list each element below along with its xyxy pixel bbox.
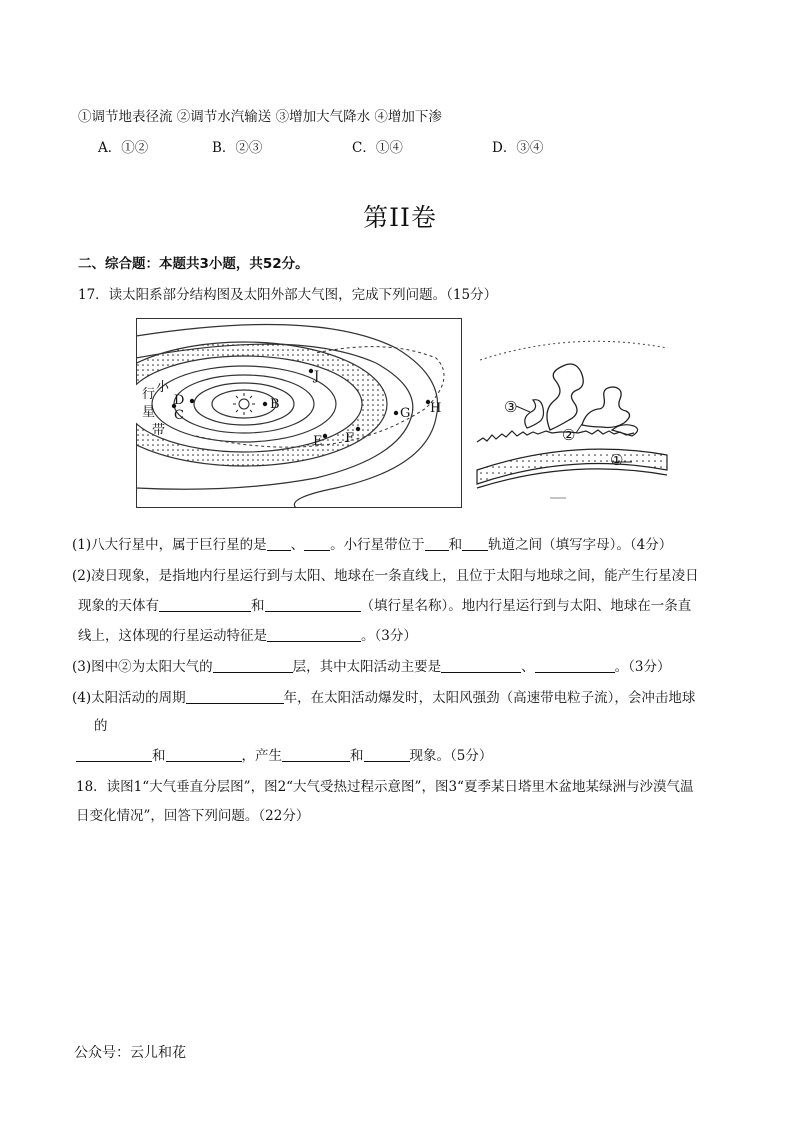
option-b: B．②③ bbox=[212, 140, 263, 156]
layer-label-3: ③ bbox=[504, 398, 518, 416]
option-d: D．③④ bbox=[492, 140, 544, 156]
layer-label-1: ① bbox=[610, 451, 624, 469]
belt-label-dai: 带 bbox=[152, 423, 166, 438]
q17-part2-line3: 线上，这体现的行星运动特征是 。（3分） bbox=[78, 628, 417, 644]
planet-label-d: D bbox=[174, 393, 185, 408]
answer-blank[interactable] bbox=[213, 658, 293, 673]
planet-label-h: H bbox=[430, 401, 442, 416]
answer-blank[interactable] bbox=[462, 536, 488, 551]
planet-label-c: C bbox=[174, 408, 184, 423]
footer-credit: 公众号：云儿和花 bbox=[74, 1045, 186, 1061]
answer-blank[interactable] bbox=[159, 597, 251, 612]
answer-blank[interactable] bbox=[425, 536, 449, 551]
intro-line: ①调节地表径流 ②调节水汽输送 ③增加大气降水 ④增加下渗 bbox=[78, 109, 442, 125]
option-c: C．①④ bbox=[352, 140, 403, 156]
answer-blank[interactable] bbox=[304, 536, 330, 551]
planet-label-e: E bbox=[313, 434, 323, 449]
section-title: 第II卷 bbox=[363, 203, 437, 232]
answer-blank[interactable] bbox=[267, 536, 291, 551]
solar-system-figure bbox=[136, 318, 462, 508]
q17-part2-line1: (2)凌日现象，是指地内行星运行到与太阳、地球在一条直线上，且位于太阳与地球之间，能产生行星凌日 bbox=[72, 568, 699, 584]
section-heading: 二、综合题：本题共3小题，共52分。 bbox=[78, 256, 309, 272]
q18-line1: 18．读图1“大气垂直分层图”，图2“大气受热过程示意图”，图3“夏季某日塔里木盆地某绿洲与沙漠气温 bbox=[76, 779, 694, 795]
answer-blank[interactable] bbox=[364, 747, 410, 762]
q17-part4-line1: (4)太阳活动的周期 年，在太阳活动爆发时，太阳风强劲（高速带电粒子流），会冲击地球 bbox=[72, 690, 696, 706]
q17-part4-line3: 和 ，产生 和 现象。（5分） bbox=[76, 746, 492, 766]
q17-part4-line2: 的 bbox=[94, 718, 108, 734]
layer-label-2: ② bbox=[562, 426, 576, 444]
q17-part3: (3)图中②为太阳大气的 层，其中太阳活动主要是 、 。（3分） bbox=[72, 659, 671, 675]
planet-label-f: F bbox=[345, 431, 355, 446]
answer-blank[interactable] bbox=[282, 747, 350, 762]
option-a: A．①② bbox=[98, 140, 149, 156]
planet-label-b: B bbox=[270, 397, 280, 412]
q17-part2-line2: 现象的天体有 和 （填行星名称）。地内行星运行到与太阳、地球在一条直 bbox=[78, 598, 692, 614]
answer-blank[interactable] bbox=[267, 627, 361, 642]
answer-blank[interactable] bbox=[265, 597, 361, 612]
solar-atmosphere-figure bbox=[472, 320, 672, 510]
planet-label-g: G bbox=[400, 406, 411, 421]
belt-label-xing2: 星 bbox=[142, 405, 156, 420]
q17-stem: 17．读太阳系部分结构图及太阳外部大气图，完成下列问题。（15分） bbox=[78, 287, 498, 303]
answer-blank[interactable] bbox=[186, 689, 284, 704]
answer-blank[interactable] bbox=[441, 658, 521, 673]
belt-label-xiao: 小 bbox=[156, 380, 170, 395]
q18-line2: 日变化情况”，回答下列问题。（22分） bbox=[76, 808, 310, 824]
answer-blank[interactable] bbox=[535, 658, 615, 673]
answer-blank[interactable] bbox=[166, 747, 242, 762]
planet-label-j: J bbox=[314, 369, 320, 384]
q17-part1: (1)八大行星中，属于巨行星的是 、 。小行星带位于 和 轨道之间（填写字母）。（4分） bbox=[72, 537, 673, 553]
belt-label-xing: 行 bbox=[142, 387, 156, 402]
answer-blank[interactable] bbox=[76, 747, 152, 762]
